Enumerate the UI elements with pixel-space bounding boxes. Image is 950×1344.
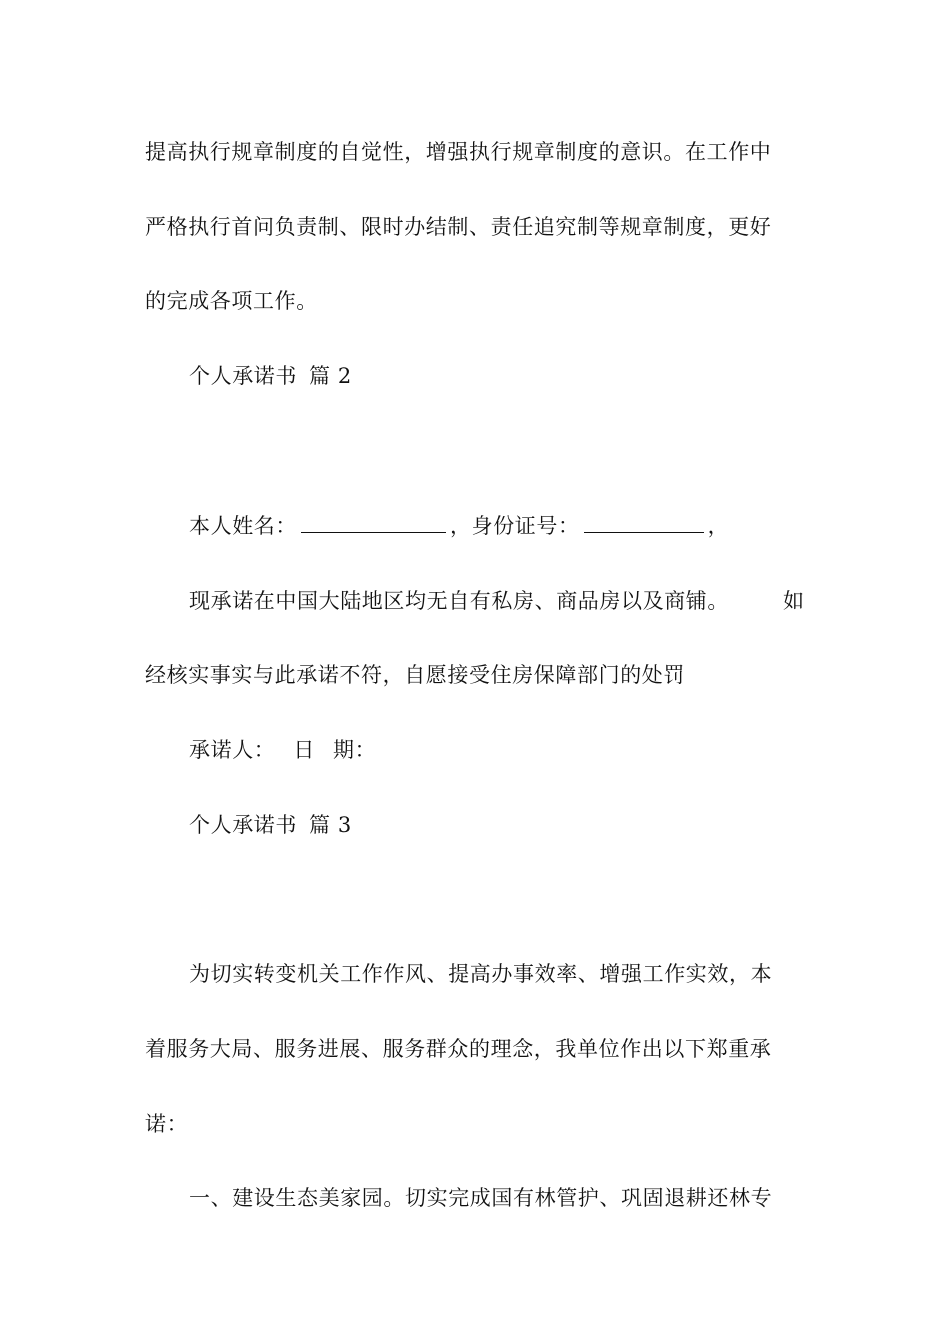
heading-piece: 篇 3 [309, 813, 352, 837]
section-heading-2 [189, 362, 352, 390]
heading-piece: 篇 2 [309, 364, 352, 388]
section-heading-3 [189, 811, 352, 839]
date-label-a: 日 [293, 738, 316, 762]
heading-title: 个人承诺书 [189, 364, 297, 388]
paragraph-line: 一、建设生态美家园。切实完成国有林管护、巩固退耕还林专 [189, 1186, 773, 1210]
paragraph-line: 为切实转变机关工作作风、提高办事效率、增强工作实效，本 [189, 962, 773, 986]
id-blank [584, 514, 704, 533]
paragraph-line: 的完成各项工作。 [145, 289, 318, 313]
promisor-label: 承诺人： [189, 738, 276, 762]
paragraph-line: 提高执行规章制度的自觉性，增强执行规章制度的意识。在工作中 [145, 140, 772, 164]
heading-title: 个人承诺书 [189, 813, 297, 837]
name-label: 本人姓名： [189, 514, 297, 538]
paragraph-line-end: 如 [783, 589, 805, 613]
id-tail: ， [707, 514, 730, 538]
paragraph-line: 经核实事实与此承诺不符，自愿接受住房保障部门的处罚 [145, 663, 685, 687]
signature-line [189, 736, 376, 764]
form-line [189, 512, 729, 540]
date-label-b: 期： [333, 738, 377, 762]
id-label: ，身份证号： [450, 514, 580, 538]
name-blank [301, 514, 446, 533]
paragraph-line: 着服务大局、服务进展、服务群众的理念，我单位作出以下郑重承 [145, 1037, 772, 1061]
paragraph-line: 严格执行首问负责制、限时办结制、责任追究制等规章制度，更好 [145, 215, 772, 239]
paragraph-line [189, 587, 729, 615]
promise-text: 现承诺在中国大陆地区均无自有私房、商品房以及商铺。 [189, 589, 729, 613]
paragraph-line: 诺： [145, 1112, 189, 1136]
